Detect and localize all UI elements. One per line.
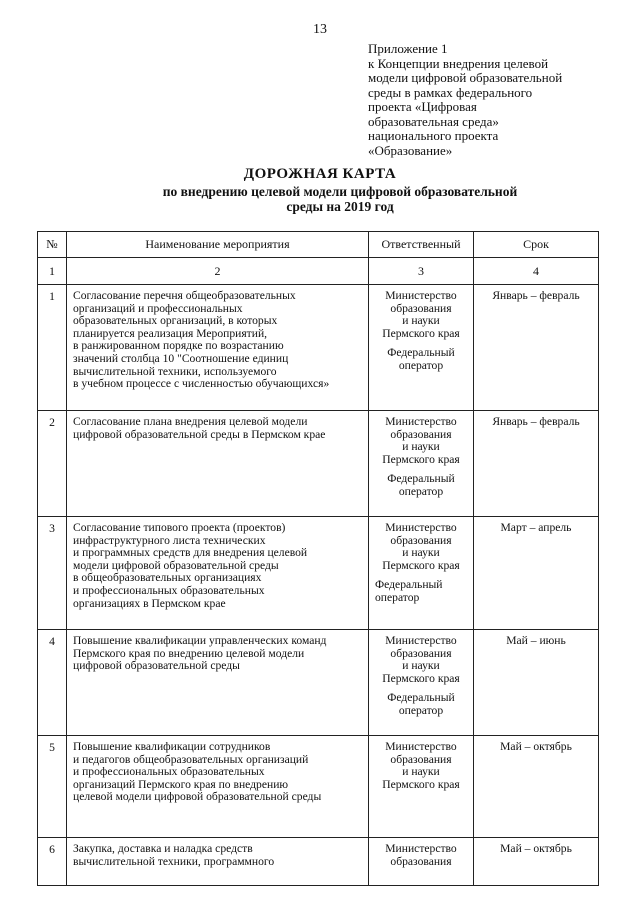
responsible-line: образования: [390, 752, 452, 766]
table-row: [38, 285, 599, 411]
activity-line: организаций Пермского края по внедрению: [73, 777, 289, 791]
responsible-line: оператор: [375, 590, 420, 604]
table-row: [38, 411, 599, 517]
responsible-line: Федеральный: [387, 346, 455, 360]
roadmap-table: [37, 231, 599, 886]
responsible-line: и науки: [402, 314, 440, 328]
responsible-line: образования: [390, 427, 452, 441]
responsible-line: оператор: [398, 484, 444, 498]
responsible-line: Министерство: [385, 415, 457, 428]
term: Май – октябрь: [474, 736, 599, 838]
activity-line: целевой модели цифровой образовательной среды: [73, 790, 322, 804]
row-number: 5: [38, 736, 67, 838]
appendix-line: модели цифровой образовательной: [368, 70, 563, 85]
header-activity: Наименование мероприятия: [67, 232, 369, 258]
activity-line: Согласование типового проекта (проектов): [73, 521, 286, 534]
appendix-line: Приложение 1: [368, 41, 448, 56]
responsible: [369, 838, 474, 886]
appendix-line: проекта «Цифровая: [368, 99, 477, 114]
header-number: №: [38, 232, 67, 258]
column-index-row: [38, 258, 599, 285]
activity-name: [67, 517, 369, 630]
responsible-line: Федеральный: [387, 472, 455, 486]
activity-name: [67, 411, 369, 517]
responsible-line: Пермского края: [382, 777, 460, 791]
activity-name: [67, 285, 369, 411]
responsible-line: и науки: [402, 546, 440, 560]
responsible-line: Пермского края: [382, 326, 460, 340]
responsible: [369, 285, 474, 411]
activity-line: Пермского края по внедрению целевой модели: [73, 646, 305, 660]
activity-line: цифровой образовательной среды: [73, 659, 240, 673]
responsible-line: Министерство: [385, 289, 457, 302]
activity-line: образовательных организаций, в которых: [73, 314, 278, 328]
activity-line: и педагогов общеобразовательных организаций: [73, 752, 309, 766]
appendix-line: к Концепции внедрения целевой: [368, 55, 549, 71]
row-number: 3: [38, 517, 67, 630]
row-number: 2: [38, 411, 67, 517]
table-row: [38, 736, 599, 838]
term: Май – июнь: [474, 630, 599, 736]
activity-line: модели цифровой образовательной среды: [73, 558, 279, 572]
responsible-line: и науки: [402, 440, 440, 454]
header-term: Срок: [474, 232, 599, 258]
appendix-note: [368, 42, 618, 158]
responsible-line: образования: [390, 533, 452, 547]
responsible-line: Пермского края: [382, 558, 460, 572]
table-header-row: [38, 232, 599, 258]
activity-line: инфраструктурного листа технических: [73, 533, 266, 547]
responsible: [369, 411, 474, 517]
responsible-line: Пермского края: [382, 671, 460, 685]
activity-name: [67, 838, 369, 886]
responsible-line: Пермского края: [382, 452, 460, 466]
table-row: [38, 517, 599, 630]
appendix-line: национального проекта: [368, 128, 499, 143]
responsible-line: оператор: [398, 703, 444, 717]
column-index: 2: [67, 258, 369, 285]
term: Январь – февраль: [474, 285, 599, 411]
table-row: [38, 630, 599, 736]
responsible-line: Федеральный: [375, 578, 443, 592]
responsible: [369, 630, 474, 736]
responsible-line: оператор: [398, 358, 444, 372]
header-responsible: Ответственный: [369, 232, 474, 258]
column-index: 1: [38, 258, 67, 285]
row-number: 4: [38, 630, 67, 736]
responsible: [369, 736, 474, 838]
activity-line: в ранжированном порядке по возрастанию: [73, 339, 284, 353]
term: Март – апрель: [474, 517, 599, 630]
subtitle-line: среды на 2019 год: [286, 199, 394, 214]
responsible: [369, 517, 474, 630]
activity-line: планируется реализация Мероприятий,: [73, 326, 268, 340]
appendix-line: «Образование»: [368, 142, 453, 158]
activity-line: вычислительной техники, программного: [73, 854, 275, 868]
responsible-line: Министерство: [385, 521, 457, 534]
appendix-line: среды в рамках федерального: [368, 84, 533, 100]
responsible-line: Федеральный: [387, 691, 455, 705]
responsible-line: Министерство: [385, 740, 457, 753]
row-number: 6: [38, 838, 67, 886]
responsible-line: Министерство: [385, 634, 457, 647]
term: Январь – февраль: [474, 411, 599, 517]
activity-name: [67, 736, 369, 838]
responsible-line: и науки: [402, 765, 440, 779]
responsible-line: образования: [390, 646, 452, 660]
activity-line: Закупка, доставка и наладка средств: [73, 842, 253, 855]
activity-line: и программных средств для внедрения целевой: [73, 546, 308, 560]
activity-line: Согласование перечня общеобразовательных: [73, 289, 296, 302]
activity-line: Повышение квалификации управленческих команд: [73, 634, 327, 647]
responsible-line: Министерство: [385, 842, 457, 855]
activity-line: вычислительной техники, используемого: [73, 364, 277, 378]
document-title: ДОРОЖНАЯ КАРТА: [243, 166, 397, 182]
subtitle-line: по внедрению целевой модели цифровой образовательной: [162, 184, 518, 199]
page-number: 13: [313, 22, 327, 37]
table-row: [38, 838, 599, 886]
appendix-line: образовательная среда»: [368, 113, 499, 129]
activity-line: Повышение квалификации сотрудников: [73, 740, 271, 753]
term: Май – октябрь: [474, 838, 599, 886]
activity-line: в общеобразовательных организациях: [73, 571, 262, 585]
column-index: 3: [369, 258, 474, 285]
activity-line: Согласование плана внедрения целевой модели: [73, 415, 308, 428]
column-index: 4: [474, 258, 599, 285]
row-number: 1: [38, 285, 67, 411]
activity-line: организациях в Пермском крае: [73, 596, 226, 610]
activity-name: [67, 630, 369, 736]
activity-line: в учебном процессе с численностью обучающихся»: [73, 377, 330, 391]
activity-line: цифровой образовательной среды в Пермском крае: [73, 427, 326, 441]
activity-line: и профессиональных образовательных: [73, 583, 265, 597]
document-subtitle: [100, 184, 580, 214]
activity-line: и профессиональных образовательных: [73, 765, 265, 779]
activity-line: организаций и профессиональных: [73, 301, 243, 315]
responsible-line: образования: [390, 301, 452, 315]
activity-line: значений столбца 10 "Соотношение единиц: [73, 351, 289, 365]
responsible-line: и науки: [402, 659, 440, 673]
responsible-line: образования: [390, 854, 452, 868]
